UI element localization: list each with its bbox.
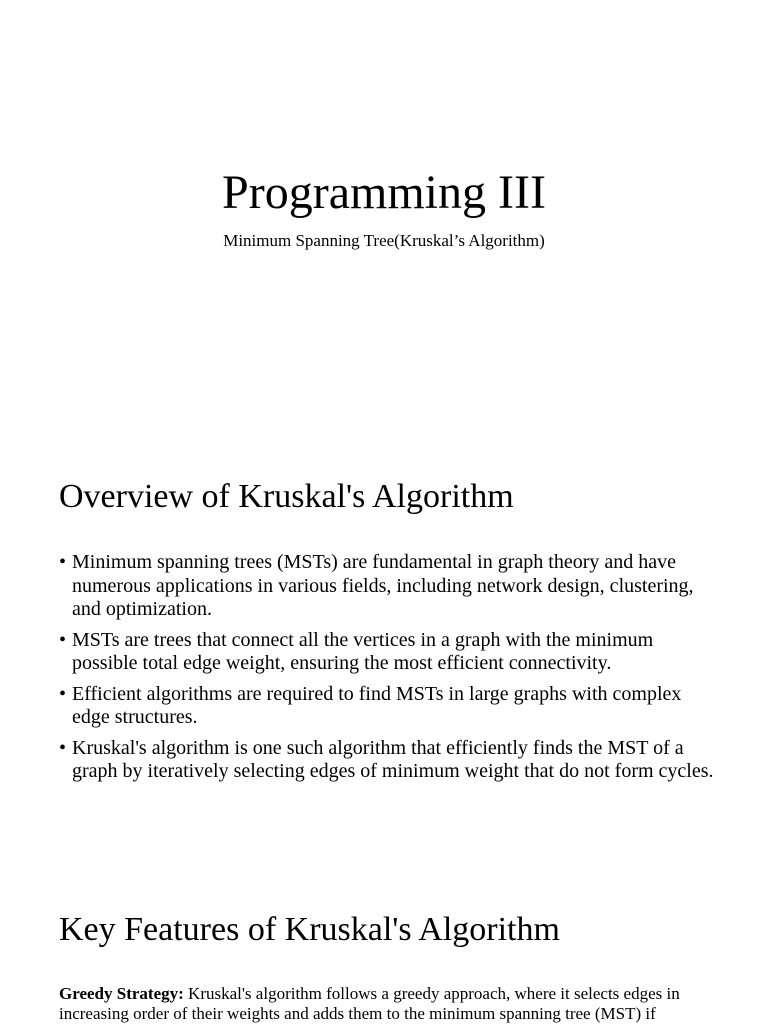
greedy-strategy-label: Greedy Strategy: bbox=[59, 984, 184, 1003]
bullet-text: Minimum spanning trees (MSTs) are fundamental in graph theory and have numerous applications in various fields, including network design, clustering, and optimization. bbox=[72, 551, 694, 620]
key-features-heading: Key Features of Kruskal's Algorithm bbox=[59, 911, 560, 948]
slide-title: Programming III bbox=[222, 166, 546, 219]
overview-heading: Overview of Kruskal's Algorithm bbox=[59, 478, 514, 515]
bullet-icon: • bbox=[59, 682, 67, 705]
list-item bbox=[59, 683, 719, 730]
overview-bullet-list bbox=[59, 551, 719, 791]
list-item bbox=[59, 737, 719, 784]
bullet-text: Kruskal's algorithm is one such algorithm that efficiently finds the MST of a graph by iteratively selecting edges of minimum weight that do not form cycles. bbox=[72, 736, 714, 782]
greedy-strategy-text: Kruskal's algorithm follows a greedy approach, where it selects edges in increasing order of their weights and adds them to the minimum spanning tree (MST) if bbox=[59, 984, 680, 1023]
list-item bbox=[59, 629, 719, 676]
bullet-text: MSTs are trees that connect all the vertices in a graph with the minimum possible total edge weight, ensuring the most efficient connectivity. bbox=[72, 628, 654, 674]
bullet-icon: • bbox=[59, 551, 67, 573]
greedy-strategy-paragraph bbox=[59, 984, 719, 1024]
list-item bbox=[59, 551, 719, 622]
bullet-icon: • bbox=[59, 628, 67, 651]
slide-subtitle: Minimum Spanning Tree(Kruskal’s Algorithm) bbox=[223, 231, 545, 250]
bullet-icon: • bbox=[59, 736, 67, 759]
bullet-text: Efficient algorithms are required to find MSTs in large graphs with complex edge structures. bbox=[72, 682, 682, 728]
